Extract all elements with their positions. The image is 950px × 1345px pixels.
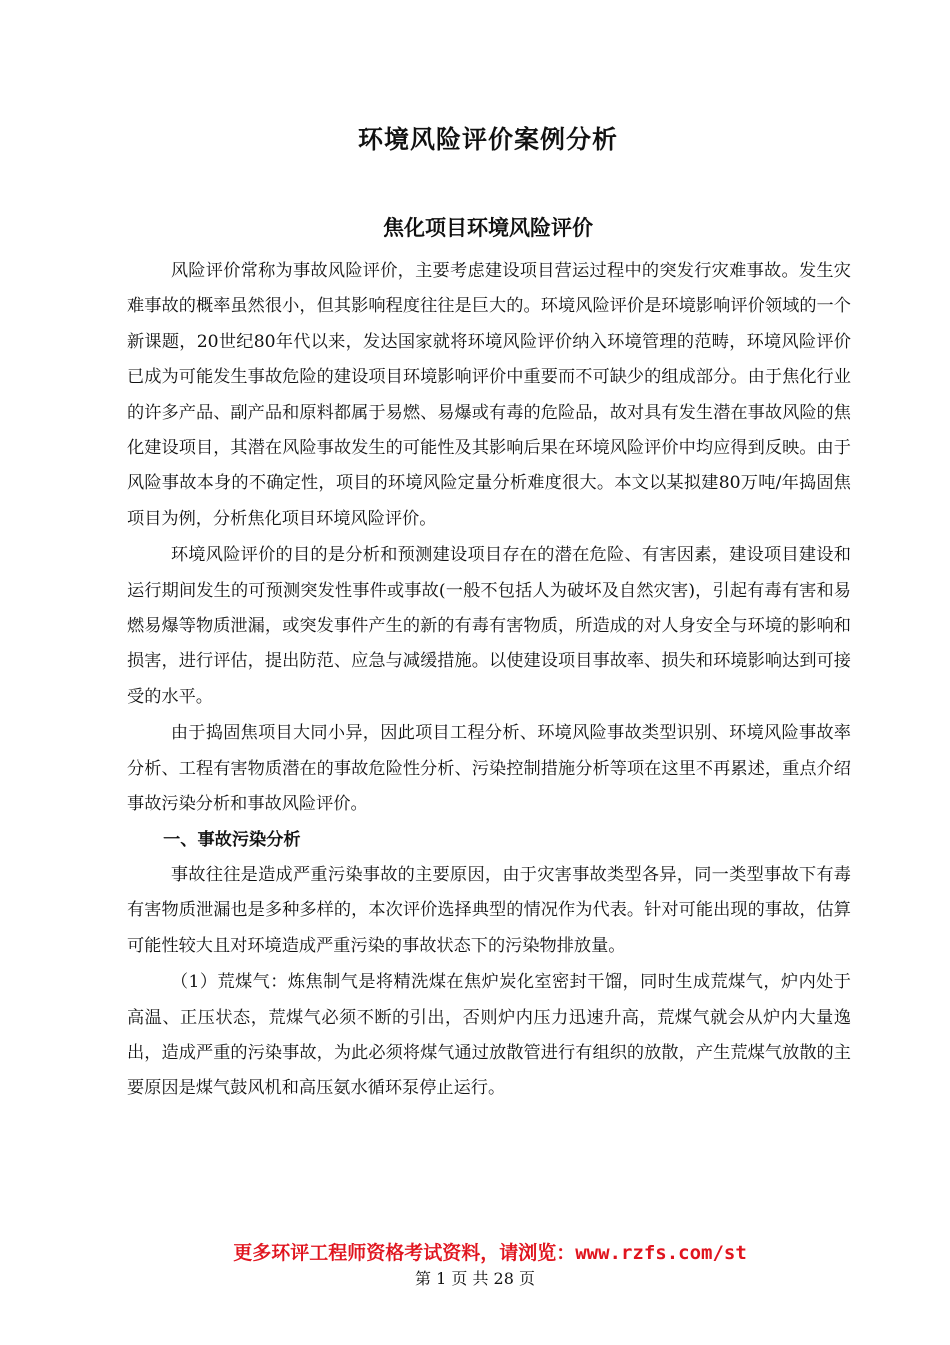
section-title: 焦化项目环境风险评价 — [383, 216, 593, 240]
document-title: 环境风险评价案例分析 — [357, 125, 618, 154]
page-number: 第 1 页 共 28 页 — [415, 1269, 535, 1288]
footer-promo-link[interactable]: 更多环评工程师资格考试资料，请浏览：www.rzfs.com/st — [233, 1242, 747, 1264]
paragraph: 风险评价常称为事故风险评价，主要考虑建设项目营运过程中的突发行灾难事故。发生灾难事故的概率虽然很小，但其影响程度往往是巨大的。环境风险评价是环境影响评价领域的一个新课题，20世纪80年代以来，发达国家就将环境风险评价纳入环境管理的范畴，环境风险评价已成为可能发生事故危险的建设项目环境影响评价中重要而不可缺少的组成部分。由于焦化行业的许多产品、副产品和原料都属于易燃、易爆或有毒的危险品，故对具有发生潜在事故风险的焦化建设项目，其潜在风险事故发生的可能性及其影响后果在环境风险评价中均应得到反映。由于风险事故本身的不确定性，项目的环境风险定量分析难度很大。本文以某拟建80万吨/年捣固焦项目为例，分析焦化项目环境风险评价。 — [127, 261, 851, 529]
document-body — [127, 254, 851, 1107]
paragraph: （1）荒煤气：炼焦制气是将精洗煤在焦炉炭化室密封干馏，同时生成荒煤气，炉内处于高温、正压状态，荒煤气必须不断的引出，否则炉内压力迅速升高，荒煤气就会从炉内大量逸出，造成严重的污染事故，为此必须将煤气通过放散管进行有组织的放散，产生荒煤气放散的主要原因是煤气鼓风机和高压氨水循环泵停止运行。 — [127, 972, 851, 1099]
paragraph: 环境风险评价的目的是分析和预测建设项目存在的潜在危险、有害因素，建设项目建设和运行期间发生的可预测突发性事件或事故(一般不包括人为破坏及自然灾害)，引起有毒有害和易燃易爆等物质泄漏，或突发事件产生的新的有毒有害物质，所造成的对人身安全与环境的影响和损害，进行评估，提出防范、应急与减缓措施。以使建设项目事故率、损失和环境影响达到可接受的水平。 — [127, 545, 851, 707]
heading-accident-pollution: 一、事故污染分析 — [163, 829, 301, 850]
paragraph: 由于捣固焦项目大同小异，因此项目工程分析、环境风险事故类型识别、环境风险事故率分析、工程有害物质潜在的事故危险性分析、污染控制措施分析等项在这里不再累述，重点介绍事故污染分析和事故风险评价。 — [127, 723, 851, 815]
paragraph: 事故往往是造成严重污染事故的主要原因，由于灾害事故类型各异，同一类型事故下有毒有害物质泄漏也是多种多样的，本次评价选择典型的情况作为代表。针对可能出现的事故，估算可能性较大且对环境造成严重污染的事故状态下的污染物排放量。 — [127, 864, 851, 956]
